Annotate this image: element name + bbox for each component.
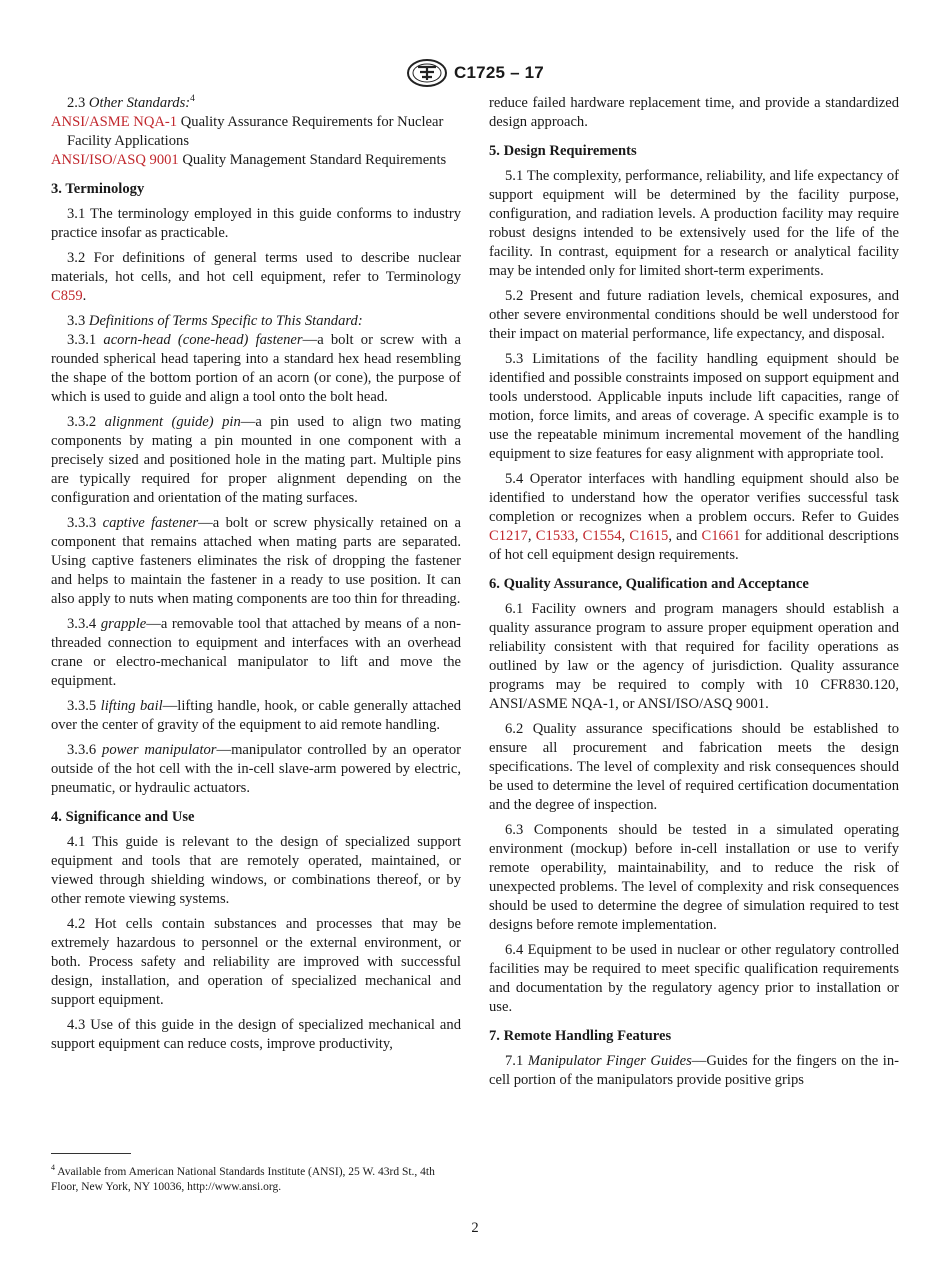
- standard-link[interactable]: C1533: [535, 528, 575, 544]
- paragraph: 7.1 Manipulator Finger Guides—Guides for the fingers on the in-cell portion of the manipulators provide positive grips: [489, 1053, 899, 1088]
- paragraph: 3.1 The terminology employed in this guide conforms to industry practice insofar as practicable.: [51, 206, 461, 241]
- section-heading: 3. Terminology: [51, 181, 145, 197]
- paragraph: 4.1 This guide is relevant to the design of specialized support equipment and tools that are remotely operated, maintained, or viewed through shielding windows, or combinations thereof, or by other remote viewing systems.: [51, 834, 461, 907]
- standard-link[interactable]: C1554: [582, 528, 622, 544]
- definition: 3.3.6 power manipulator—manipulator controlled by an operator outside of the hot cell with the in-cell slave-arm powered by electric, pneumatic, or hydraulic actuators.: [51, 742, 462, 796]
- referenced-standard: ANSI/ASME NQA-1 Quality Assurance Requirements for Nuclear Facility Applications: [51, 114, 444, 149]
- standard-link[interactable]: C1661: [701, 528, 741, 544]
- paragraph-continued: reduce failed hardware replacement time, and provide a standardized design approach.: [489, 95, 899, 130]
- paragraph: 5.1 The complexity, performance, reliability, and life expectancy of support equipment will be determined by the facility purpose, configuration, and radiation levels. A production facility may require robust designs intended to be extensively used for the life of the facility. In contrast, equipment for a research or analytical facility may be intended only for limited short-term experiments.: [489, 168, 899, 279]
- section-heading: 4. Significance and Use: [51, 809, 195, 825]
- standard-link[interactable]: ANSI/ASME NQA-1: [51, 114, 178, 130]
- paragraph: 5.3 Limitations of the facility handling equipment should be identified and possible constraints imposed on support equipment and tools understood. Applicable inputs include lift capacities, range of motion, force limits, and areas of coverage. A specific example is to use the repeatable minimum incremental movement of the handling equipment to size features for easy alignment with appropriate tool.: [489, 351, 899, 462]
- standard-link[interactable]: ANSI/ISO/ASQ 9001: [51, 152, 179, 168]
- paragraph: 4.3 Use of this guide in the design of specialized mechanical and support equipment can reduce costs, improve productivity,: [51, 1017, 461, 1052]
- paragraph: 6.3 Components should be tested in a simulated operating environment (mockup) before in-cell installation or use to verify remote operability, maintainability, and to reduce the risk of unexpected problems. The level of complexity and risk consequences should be used to determine the degree of simulation required to test designs before remote implementation.: [489, 822, 899, 933]
- page-header: [0, 58, 950, 88]
- section-heading: 7. Remote Handling Features: [489, 1028, 672, 1044]
- definition: 3.3.3 captive fastener—a bolt or screw physically retained on a component that remains attached when mating parts are separated. Using captive fasteners eliminates the risk of dropping the fastener and helps to maintain the fastener in a ready to use position. It can also apply to nuts when mating components are too thin for threading.: [51, 515, 461, 607]
- definition: 3.3.1 acorn-head (cone-head) fastener—a bolt or screw with a rounded spherical head tapering into a standard hex head resembling the shape of the bottom portion of an acorn (or cone), the purpose of which is used to guide and align a tool onto the bolt head.: [51, 332, 461, 405]
- section-heading: 5. Design Requirements: [489, 143, 637, 159]
- referenced-standard: ANSI/ISO/ASQ 9001 Quality Management Standard Requirements: [51, 152, 447, 168]
- footnote-divider: [51, 1153, 131, 1154]
- page-number: 2: [471, 1220, 479, 1236]
- paragraph: 5.2 Present and future radiation levels, chemical exposures, and other severe environmental conditions should be well understood for their impact on material performance, life expectancy, and disposal.: [489, 288, 899, 342]
- astm-logo-icon: [406, 58, 448, 88]
- footnote: $^4$ Available from American National Standards Institute (ANSI), 25 W. 43rd St., 4th Floor, New York, NY 10036, http://www.ansi.org.: [51, 1163, 435, 1193]
- paragraph: 3.3 Definitions of Terms Specific to This Standard:: [67, 313, 363, 329]
- paragraph: 6.1 Facility owners and program managers should establish a quality assurance program to assure proper equipment operation and reliability consistent with that required for facility operations as outlined by law or the agency of jurisdiction. Quality assurance programs may be required to comply with 10 CFR830.120, ANSI/ASME NQA-1, or ANSI/ISO/ASQ 9001.: [489, 601, 899, 712]
- document-designation: C1725 – 17: [454, 63, 544, 82]
- standard-link[interactable]: C1615: [629, 528, 669, 544]
- paragraph: 5.4 Operator interfaces with handling equipment should also be identified to understand how the operator verifies successful task completion or recognizes when a problem occurs. Refer to Guides C1217, C1533, C1554, C1615, and C1661 for additional descriptions of hot cell equipment design requirements.: [489, 471, 899, 563]
- section-2-3: 2.3 Other Standards:$^4$: [67, 94, 195, 111]
- paragraph: 6.4 Equipment to be used in nuclear or other regulatory controlled facilities may be required to meet specific qualification requirements and documentation by the regulatory agency prior to installation or use.: [489, 942, 899, 1015]
- paragraph: 6.2 Quality assurance specifications should be established to ensure all procurement and fabrication meets the design specifications. The level of complexity and risk consequences should be used to determine the level of required certification documentation and the degree of inspection.: [489, 721, 899, 813]
- definition: 3.3.5 lifting bail—lifting handle, hook, or cable generally attached over the center of gravity of the equipment to aid remote handling.: [51, 698, 461, 733]
- paragraph: 4.2 Hot cells contain substances and processes that may be extremely hazardous to personnel or the external environment, or both. Process safety and reliability are improved with successful design, installation, and operation of specialized mechanical and support equipment.: [51, 916, 461, 1008]
- right-column: [489, 94, 899, 1096]
- definition: 3.3.2 alignment (guide) pin—a pin used to align two mating components by mating a pin mounted in one component with a precisely sized and positioned hole in the mating part. Multiple pins are typically required for proper alignment depending on the configuration and orientation of the mating surfaces.: [51, 414, 461, 506]
- left-column: [51, 94, 461, 1060]
- standard-link[interactable]: C859: [51, 288, 83, 304]
- section-heading: 6. Quality Assurance, Qualification and Acceptance: [489, 576, 809, 592]
- standard-link[interactable]: C1217: [489, 528, 528, 544]
- definition: 3.3.4 grapple—a removable tool that attached by means of a non-threaded connection to equipment and interfaces with an overhead crane or electro-mechanical manipulator to lift and move the equipment.: [51, 616, 461, 689]
- paragraph: 3.2 For definitions of general terms used to describe nuclear materials, hot cells, and hot cell equipment, refer to Terminology C859.: [51, 250, 461, 304]
